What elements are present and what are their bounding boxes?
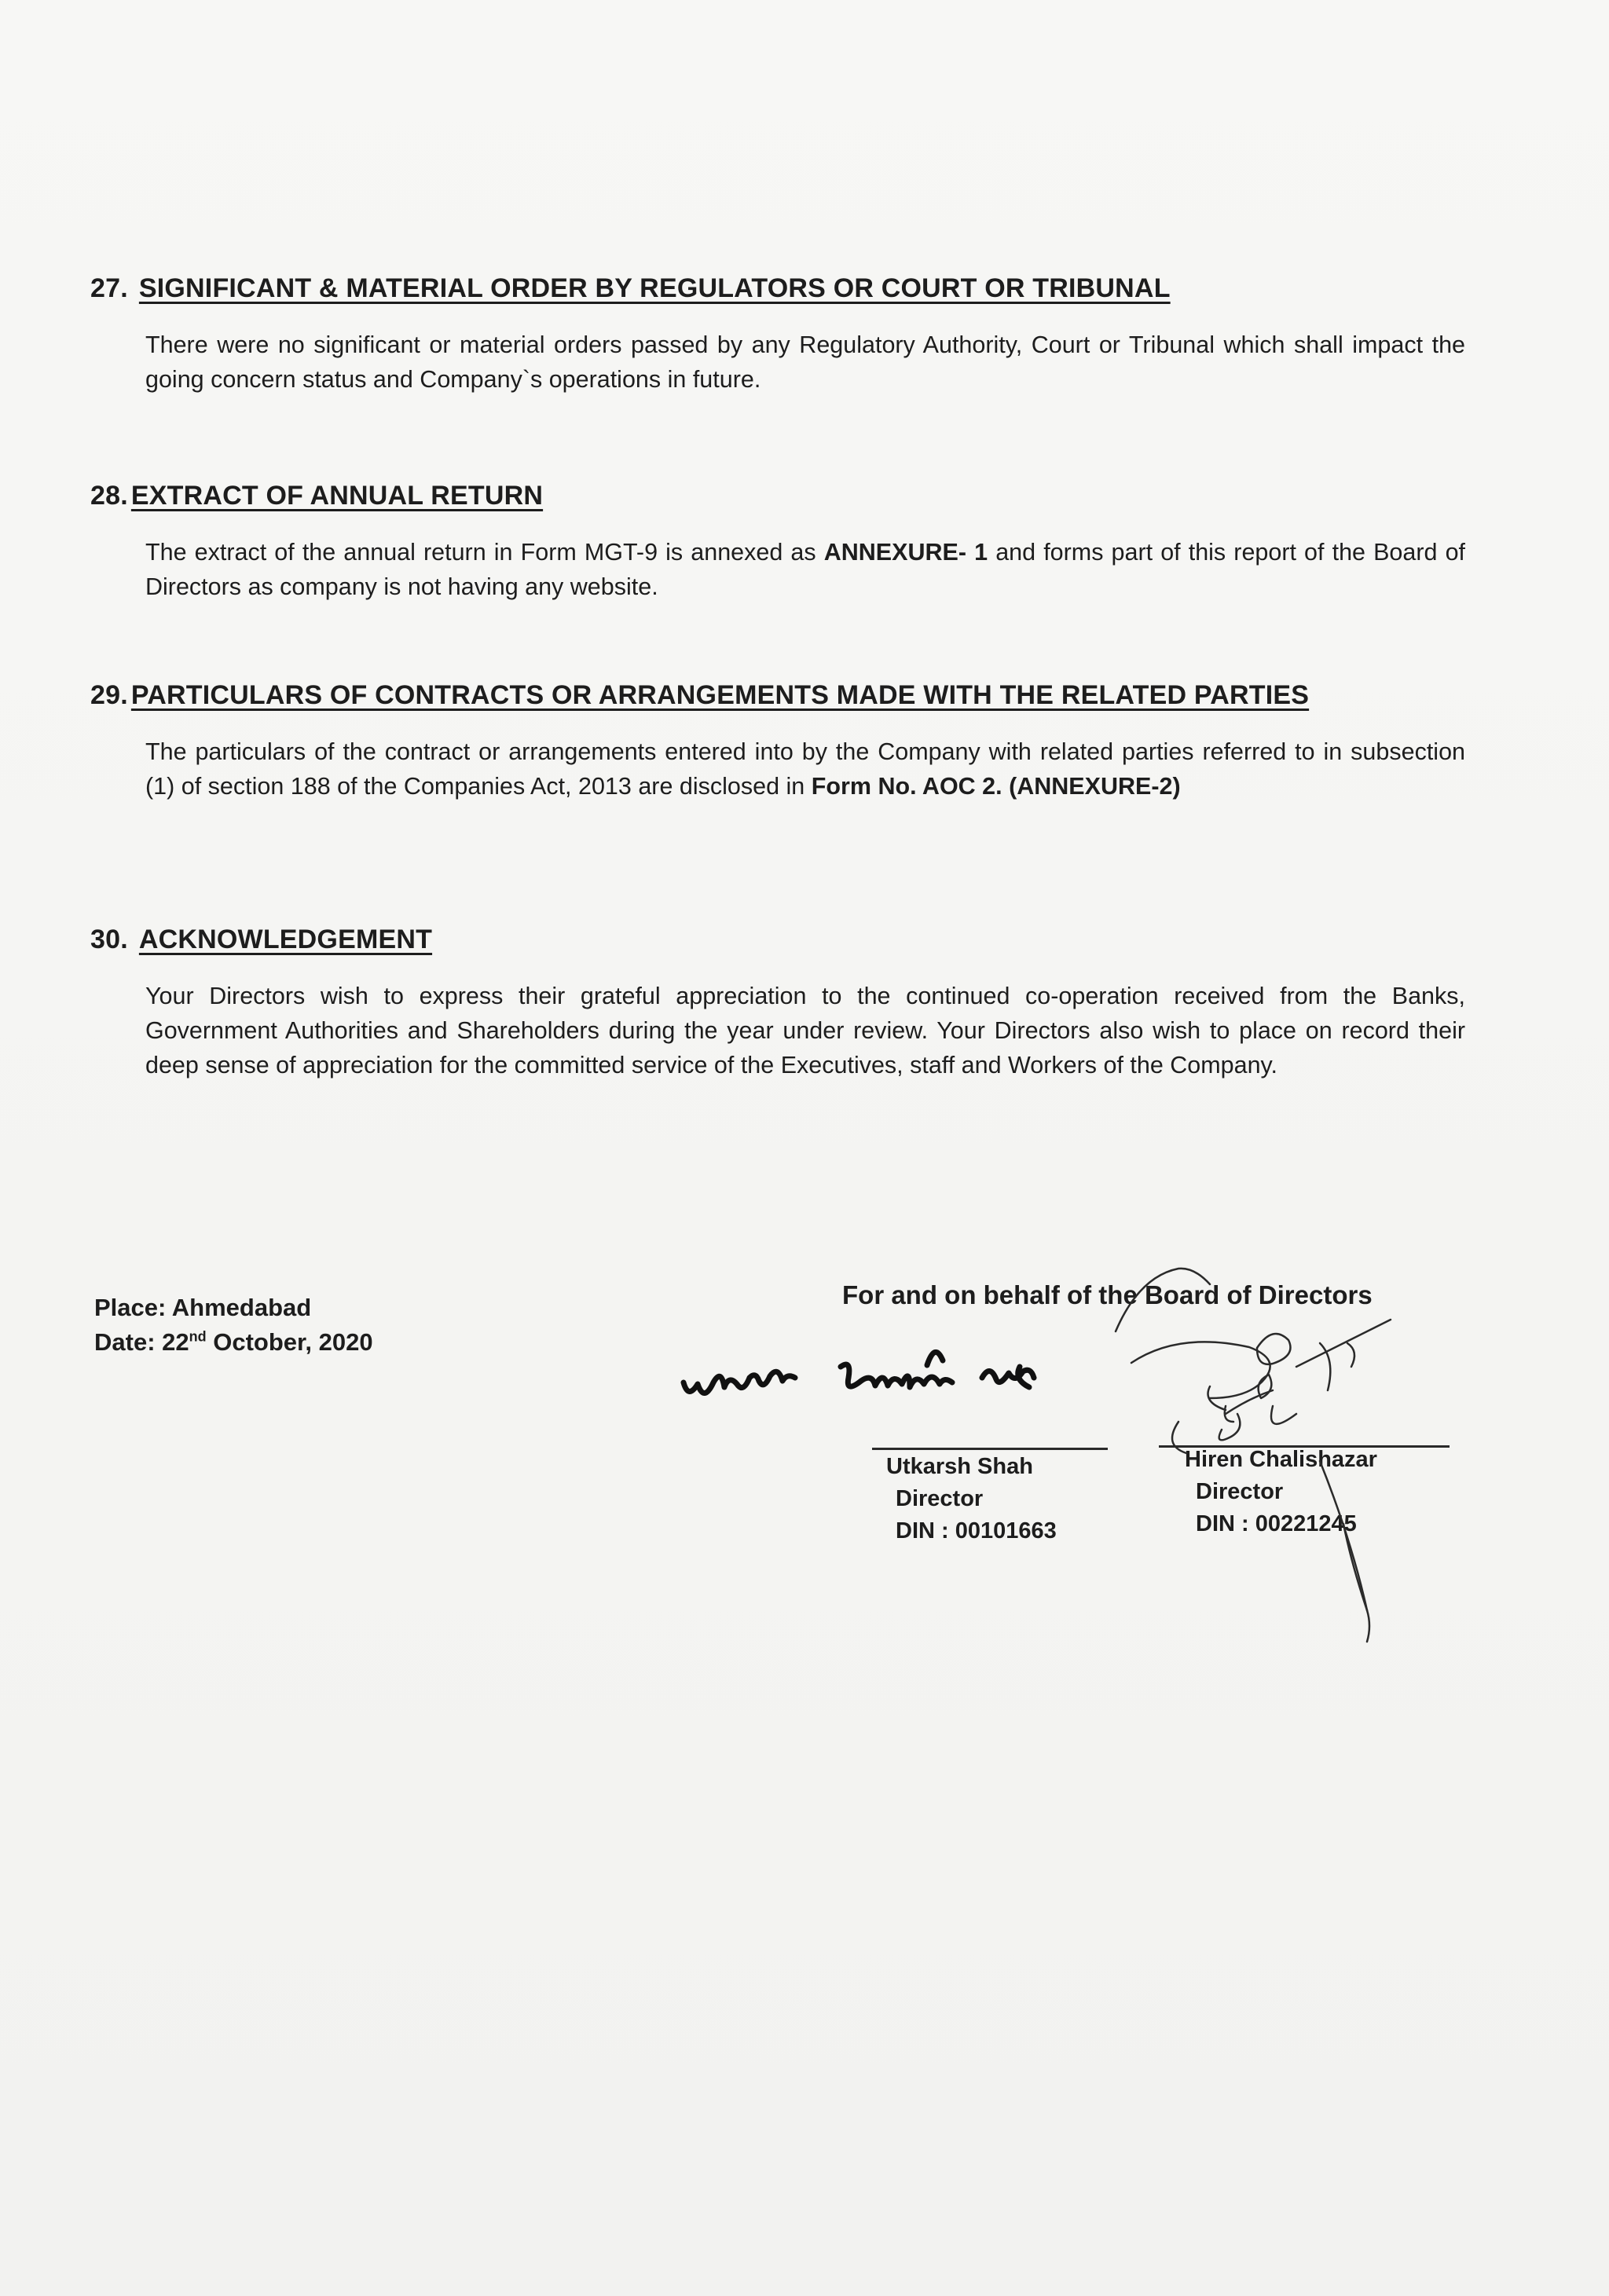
date-label: Date: 22nd October, 2020 [94, 1328, 373, 1356]
section-body: Your Directors wish to express their grateful appreciation to the continued co-operation received from the Banks, Government Authorities and Shareholders during the year under review. Your Directors also wish to place on record their deep sense of appreciation for the committed service of the Executives, staff and Workers of the Company. [145, 983, 1465, 1078]
section-body: There were no significant or material orders passed by any Regulatory Authority, Court or Tribunal which shall impact the going concern status and Company`s operations in future. [145, 331, 1465, 393]
director-role: Director [896, 1486, 984, 1511]
signature-line-1 [872, 1448, 1108, 1450]
section-heading [90, 273, 1469, 304]
section-29 [90, 680, 1469, 804]
section-28 [90, 481, 1469, 604]
section-number: 28. [90, 481, 128, 511]
director-name: Hiren Chalishazar [1185, 1447, 1377, 1472]
section-body [145, 734, 1465, 804]
form-reference: Form No. AOC 2. (ANNEXURE-2) [811, 773, 1181, 800]
place-label: Place: Ahmedabad [94, 1294, 312, 1321]
section-title: EXTRACT OF ANNUAL RETURN [130, 481, 544, 511]
section-30 [90, 925, 1469, 1082]
section-number: 30. [90, 925, 128, 954]
director-role: Director [1196, 1479, 1284, 1504]
section-body [145, 535, 1465, 604]
body-text: The particulars of the contract or arrangements entered into by the Company with related parties referred to in subsection (1) of section 188 of the Companies Act, 2013 are disclosed in [145, 738, 1465, 800]
body-text: The extract of the annual return in Form MGT-9 is annexed as [145, 539, 824, 566]
body-text: and forms part of this report of the Board of Directors as company is not having any website. [145, 539, 1466, 600]
section-title: ACKNOWLEDGEMENT [138, 925, 433, 954]
director-hiren-chalishazar [1185, 1444, 1377, 1540]
signature-utkarsh-shah-icon [684, 1352, 1034, 1393]
director-utkarsh-shah [886, 1451, 1057, 1547]
section-27 [90, 273, 1469, 397]
director-din: DIN : 00221245 [1196, 1511, 1357, 1536]
section-heading [90, 481, 1469, 511]
director-din: DIN : 00101663 [896, 1518, 1057, 1543]
section-heading [90, 680, 1469, 711]
section-title: SIGNIFICANT & MATERIAL ORDER BY REGULATORS OR COURT OR TRIBUNAL [138, 273, 1171, 303]
annexure-reference: ANNEXURE- 1 [823, 539, 988, 566]
section-number: 27. [90, 273, 128, 303]
section-title: PARTICULARS OF CONTRACTS OR ARRANGEMENTS MADE WITH THE RELATED PARTIES [130, 680, 1310, 710]
section-number: 29. [90, 680, 128, 710]
place-date-block [94, 1291, 373, 1360]
behalf-of-board: For and on behalf of the Board of Directors [842, 1280, 1373, 1309]
director-name: Utkarsh Shah [886, 1454, 1033, 1479]
section-heading [90, 925, 1469, 955]
